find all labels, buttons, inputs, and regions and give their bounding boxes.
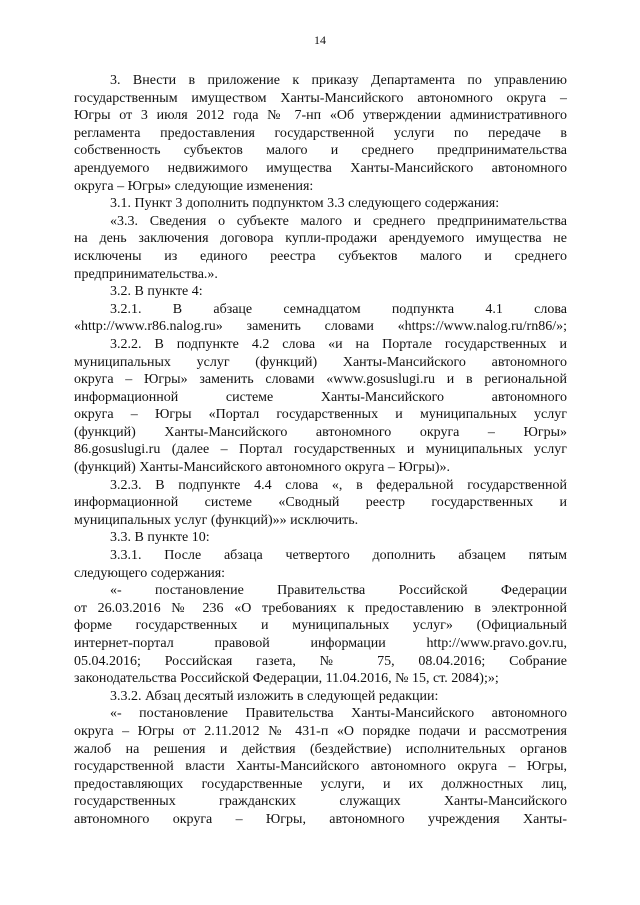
document-body [74,72,567,829]
text-line: информационной системе Ханты-Мансийского автономного [74,389,567,405]
text-line: 3.2. В пункте 4: [110,284,203,300]
text-line: муниципальных услуг (функций) Ханты-Мансийского автономного [74,354,567,370]
text-line: округа – Югры «Портал государственных и муниципальных услуг [74,407,567,423]
text-line: округа – Югры» заменить словами «www.gosuslugi.ru и в региональной [74,372,567,388]
text-line: 05.04.2016; Российская газета, № 75, 08.04.2016; Собрание [74,653,567,669]
text-line: следующего содержания: [74,565,226,581]
text-line: регламента предоставления государственной услуги по передаче в [74,125,567,141]
text-line: округа – Югры» следующие изменения: [74,178,314,194]
text-line: Югры от 3 июля 2012 года № 7-нп «Об утверждении административного [74,108,567,124]
text-line: 3.1. Пункт 3 дополнить подпунктом 3.3 следующего содержания: [110,196,500,212]
text-line: предпринимательства.». [74,266,218,282]
text-line: предоставляющих государственные услуги, и их должностных лиц, [74,776,567,792]
text-line: 3.2.1. В абзаце семнадцатом подпункта 4.1 слова [110,301,567,317]
text-line: 3.2.2. В подпункте 4.2 слова «и на Портале государственных и [110,336,567,352]
text-line: государственных гражданских служащих Ханты-Мансийского [74,794,567,810]
text-line: «- постановление Правительства Ханты-Мансийского автономного [110,706,567,722]
text-line: «3.3. Сведения о субъекте малого и среднего предпринимательства [110,213,567,229]
text-line: автономного округа – Югры, автономного учреждения Ханты- [74,811,567,827]
text-line: округа – Югры от 2.11.2012 № 431-п «О порядке подачи и рассмотрения [74,723,567,739]
text-line: государственной власти Ханты-Мансийского автономного округа – Югры, [74,759,567,775]
text-line: 3. Внести в приложение к приказу Департамента по управлению [110,73,567,88]
text-line: (функций) Ханты-Мансийского автономного округа – Югры)». [74,460,451,476]
text-line: 3.3.2. Абзац десятый изложить в следующей редакции: [110,688,439,704]
text-line: «http://www.r86.nalog.ru» заменить словами «https://www.nalog.ru/rn86/»; [74,319,567,335]
text-line: 3.3.1. После абзаца четвертого дополнить абзацем пятым [110,548,567,564]
text-line: муниципальных услуг (функций)»» исключить. [74,512,359,528]
text-line: информационной системе «Сводный реестр государственных и [74,495,567,511]
text-line: 3.3. В пункте 10: [110,530,210,546]
text-line: 3.2.3. В подпункте 4.4 слова «, в федеральной государственной [110,477,567,493]
text-line: форме государственных и муниципальных услуг» (Официальный [74,618,567,634]
text-line: исключены из единого реестра субъектов малого и среднего [74,248,567,264]
text-line: от 26.03.2016 № 236 «О требованиях к предоставлению в электронной [74,600,567,616]
text-line: интернет-портал правовой информации http://www.pravo.gov.ru, [74,636,567,651]
text-line: арендуемого недвижимого имущества Ханты-Мансийского автономного [74,160,567,176]
text-line: «- постановление Правительства Российской Федерации [110,583,567,599]
text-line: 86.gosuslugi.ru (далее – Портал государственных и муниципальных услуг [74,442,567,458]
text-line: законодательства Российской Федерации, 11.04.2016, № 15, ст. 2084);»; [74,671,499,687]
text-line: жалоб на решения и действия (бездействие) исполнительных органов [74,741,567,757]
text-line: государственным имуществом Ханты-Мансийского автономного округа – [74,90,567,106]
page-number: 14 [314,33,326,47]
text-line: собственность субъектов малого и среднего предпринимательства [74,143,567,159]
text-line: (функций) Ханты-Мансийского автономного округа – Югры» [74,424,567,440]
text-line: на день заключения договора купли-продажи арендуемого имущества не [74,231,567,247]
